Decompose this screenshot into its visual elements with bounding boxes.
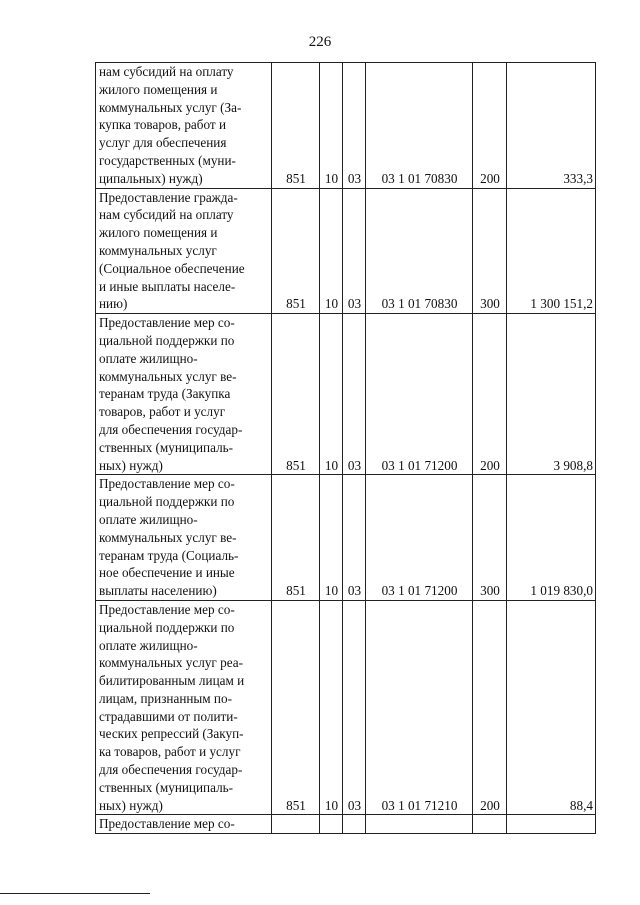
amount: 1 300 151,2 <box>507 188 596 314</box>
target-item-code: 03 1 01 70830 <box>366 63 473 189</box>
budget-table <box>95 62 596 834</box>
expense-type-code: 200 <box>473 600 507 815</box>
budget-table-body <box>96 63 596 834</box>
row-description: Предоставление мер со- циальной поддержки по оплате жилищно- коммунальных услуг ве- теранам труда (Социаль- ное обеспечение и иные выплаты населению) <box>96 475 272 601</box>
section-code: 10 <box>320 63 343 189</box>
empty-cell <box>272 815 320 834</box>
target-item-code: 03 1 01 71210 <box>366 600 473 815</box>
table-row <box>96 600 596 815</box>
ministry-code: 851 <box>272 63 320 189</box>
table-row-partial <box>96 815 596 834</box>
section-code: 10 <box>320 314 343 475</box>
empty-cell <box>507 815 596 834</box>
expense-type-code: 300 <box>473 188 507 314</box>
amount: 88,4 <box>507 600 596 815</box>
section-code: 10 <box>320 600 343 815</box>
footnote-separator <box>0 893 150 894</box>
ministry-code: 851 <box>272 314 320 475</box>
ministry-code: 851 <box>272 600 320 815</box>
row-description: Предоставление гражда- нам субсидий на оплату жилого помещения и коммунальных услуг (Социальное обеспечение и иные выплаты населе- нию) <box>96 188 272 314</box>
target-item-code: 03 1 01 71200 <box>366 475 473 601</box>
table-row <box>96 314 596 475</box>
page-number: 226 <box>308 34 332 50</box>
empty-cell <box>320 815 343 834</box>
row-description: Предоставление мер со- циальной поддержки по оплате жилищно- коммунальных услуг ве- теранам труда (Закупка товаров, работ и услуг для обеспечения государ- ственных (муниципаль- ных) нужд) <box>96 314 272 475</box>
row-description: Предоставление мер со- циальной поддержки по оплате жилищно- коммунальных услуг реа- билитированным лицам и лицам, признанным по- страдавшими от полити- ческих репрессий (Закуп- ка товаров, работ и услуг для обеспечения государ- ственных (муниципаль- ных) нужд) <box>96 600 272 815</box>
subsection-code: 03 <box>343 188 366 314</box>
table-row <box>96 188 596 314</box>
subsection-code: 03 <box>343 314 366 475</box>
section-code: 10 <box>320 188 343 314</box>
ministry-code: 851 <box>272 188 320 314</box>
ministry-code: 851 <box>272 475 320 601</box>
table-row <box>96 63 596 189</box>
subsection-code: 03 <box>343 63 366 189</box>
amount: 333,3 <box>507 63 596 189</box>
expense-type-code: 200 <box>473 314 507 475</box>
section-code: 10 <box>320 475 343 601</box>
empty-cell <box>473 815 507 834</box>
expense-type-code: 200 <box>473 63 507 189</box>
target-item-code: 03 1 01 71200 <box>366 314 473 475</box>
row-description: нам субсидий на оплату жилого помещения и коммунальных услуг (За- купка товаров, работ и услуг для обеспечения государственных (муни- ципальных) нужд) <box>96 63 272 189</box>
row-description: Предоставление мер со- <box>96 815 272 834</box>
subsection-code: 03 <box>343 475 366 601</box>
target-item-code: 03 1 01 70830 <box>366 188 473 314</box>
amount: 1 019 830,0 <box>507 475 596 601</box>
empty-cell <box>343 815 366 834</box>
table-row <box>96 475 596 601</box>
amount: 3 908,8 <box>507 314 596 475</box>
expense-type-code: 300 <box>473 475 507 601</box>
subsection-code: 03 <box>343 600 366 815</box>
empty-cell <box>366 815 473 834</box>
